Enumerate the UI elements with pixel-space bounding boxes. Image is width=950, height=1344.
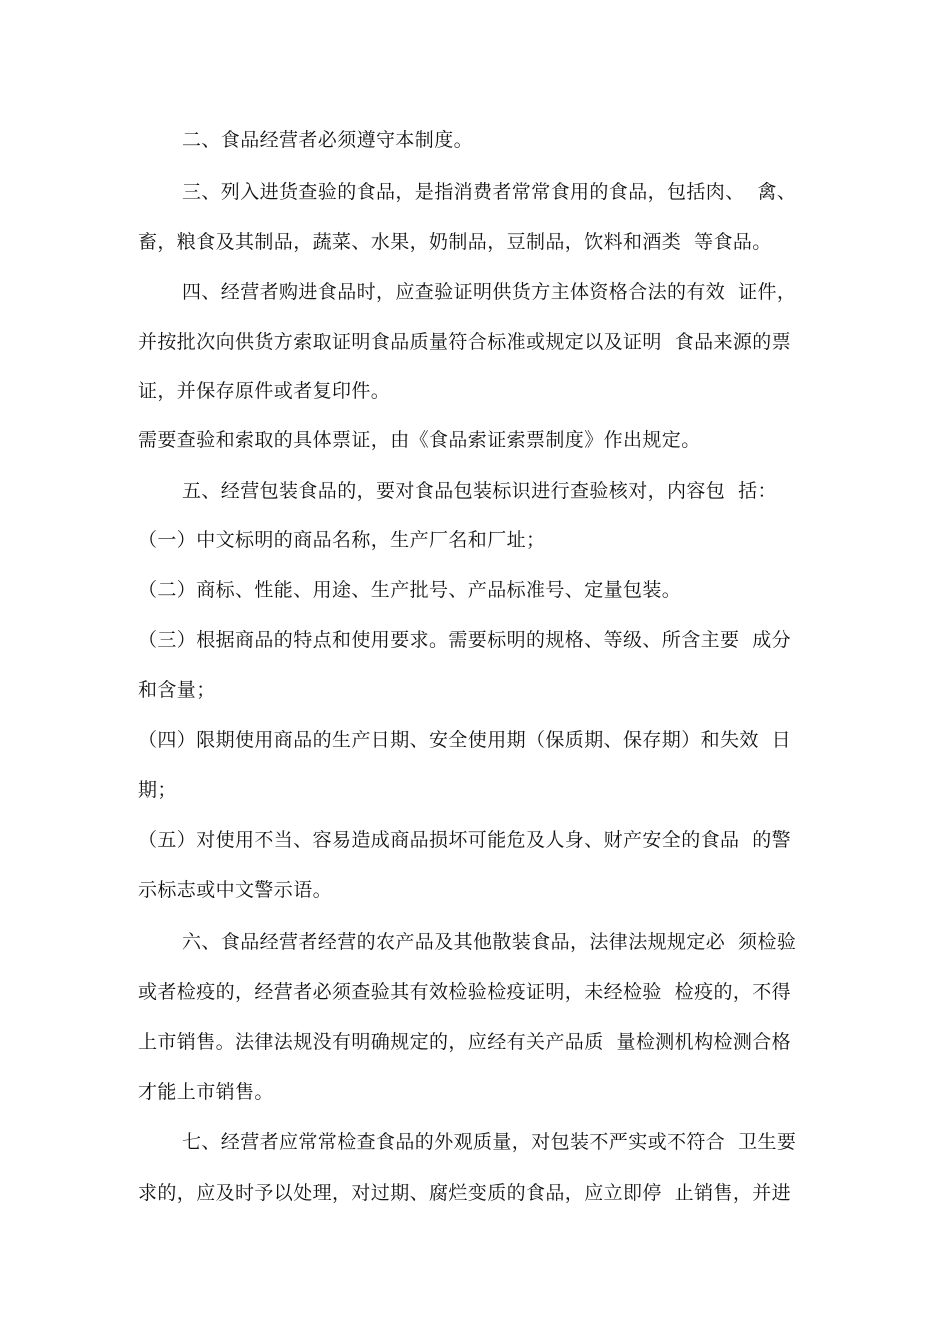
paragraph-4-line-2: 并按批次向供货方索取证明食品质量符合标准或规定以及证明 食品来源的票: [138, 331, 792, 353]
paragraph-6-line-4: 才能上市销售。: [138, 1081, 274, 1103]
paragraph-6-line-3: 上市销售。法律法规没有明确规定的，应经有关产品质 量检测机构检测合格: [138, 1031, 792, 1053]
paragraph-5-line-1: 五、经营包装食品的，要对食品包装标识进行查验核对，内容包 括：: [182, 480, 777, 502]
paragraph-3-line-1: 三、列入进货查验的食品，是指消费者常常食用的食品，包括肉、 禽、: [182, 181, 797, 203]
list-item-5-line-2: 示标志或中文警示语。: [138, 879, 333, 901]
paragraph-6-line-1: 六、食品经营者经营的农产品及其他散装食品，法律法规规定必 须检验: [182, 931, 797, 953]
list-item-4-line-2: 期；: [138, 779, 177, 801]
paragraph-4-line-4: 需要查验和索取的具体票证，由《食品索证索票制度》作出规定。: [138, 429, 701, 451]
list-item-2: （二）商标、性能、用途、生产批号、产品标准号、定量包装。: [138, 579, 682, 601]
list-item-1: （一）中文标明的商品名称，生产厂名和厂址；: [138, 529, 546, 551]
paragraph-3-line-2: 畜，粮食及其制品，蔬菜、水果，奶制品，豆制品，饮料和酒类 等食品。: [138, 231, 772, 253]
list-item-4-line-1: （四）限期使用商品的生产日期、安全使用期（保质期、保存期）和失效 日: [138, 729, 792, 751]
paragraph-4-line-3: 证，并保存原件或者复印件。: [138, 380, 391, 402]
list-item-3-line-2: 和含量；: [138, 679, 216, 701]
list-item-5-line-1: （五）对使用不当、容易造成商品损坏可能危及人身、财产安全的食品 的警: [138, 829, 792, 851]
paragraph-4-line-1: 四、经营者购进食品时，应查验证明供货方主体资格合法的有效 证件，: [182, 281, 797, 303]
paragraph-2-line-1: 二、食品经营者必须遵守本制度。: [182, 129, 474, 151]
paragraph-7-line-1: 七、经营者应常常检查食品的外观质量，对包装不严实或不符合 卫生要: [182, 1131, 797, 1153]
paragraph-6-line-2: 或者检疫的，经营者必须查验其有效检验检疫证明，未经检验 检疫的，不得: [138, 981, 792, 1003]
list-item-3-line-1: （三）根据商品的特点和使用要求。需要标明的规格、等级、所含主要 成分: [138, 629, 792, 651]
paragraph-7-line-2: 求的，应及时予以处理，对过期、腐烂变质的食品，应立即停 止销售，并进: [138, 1182, 792, 1204]
